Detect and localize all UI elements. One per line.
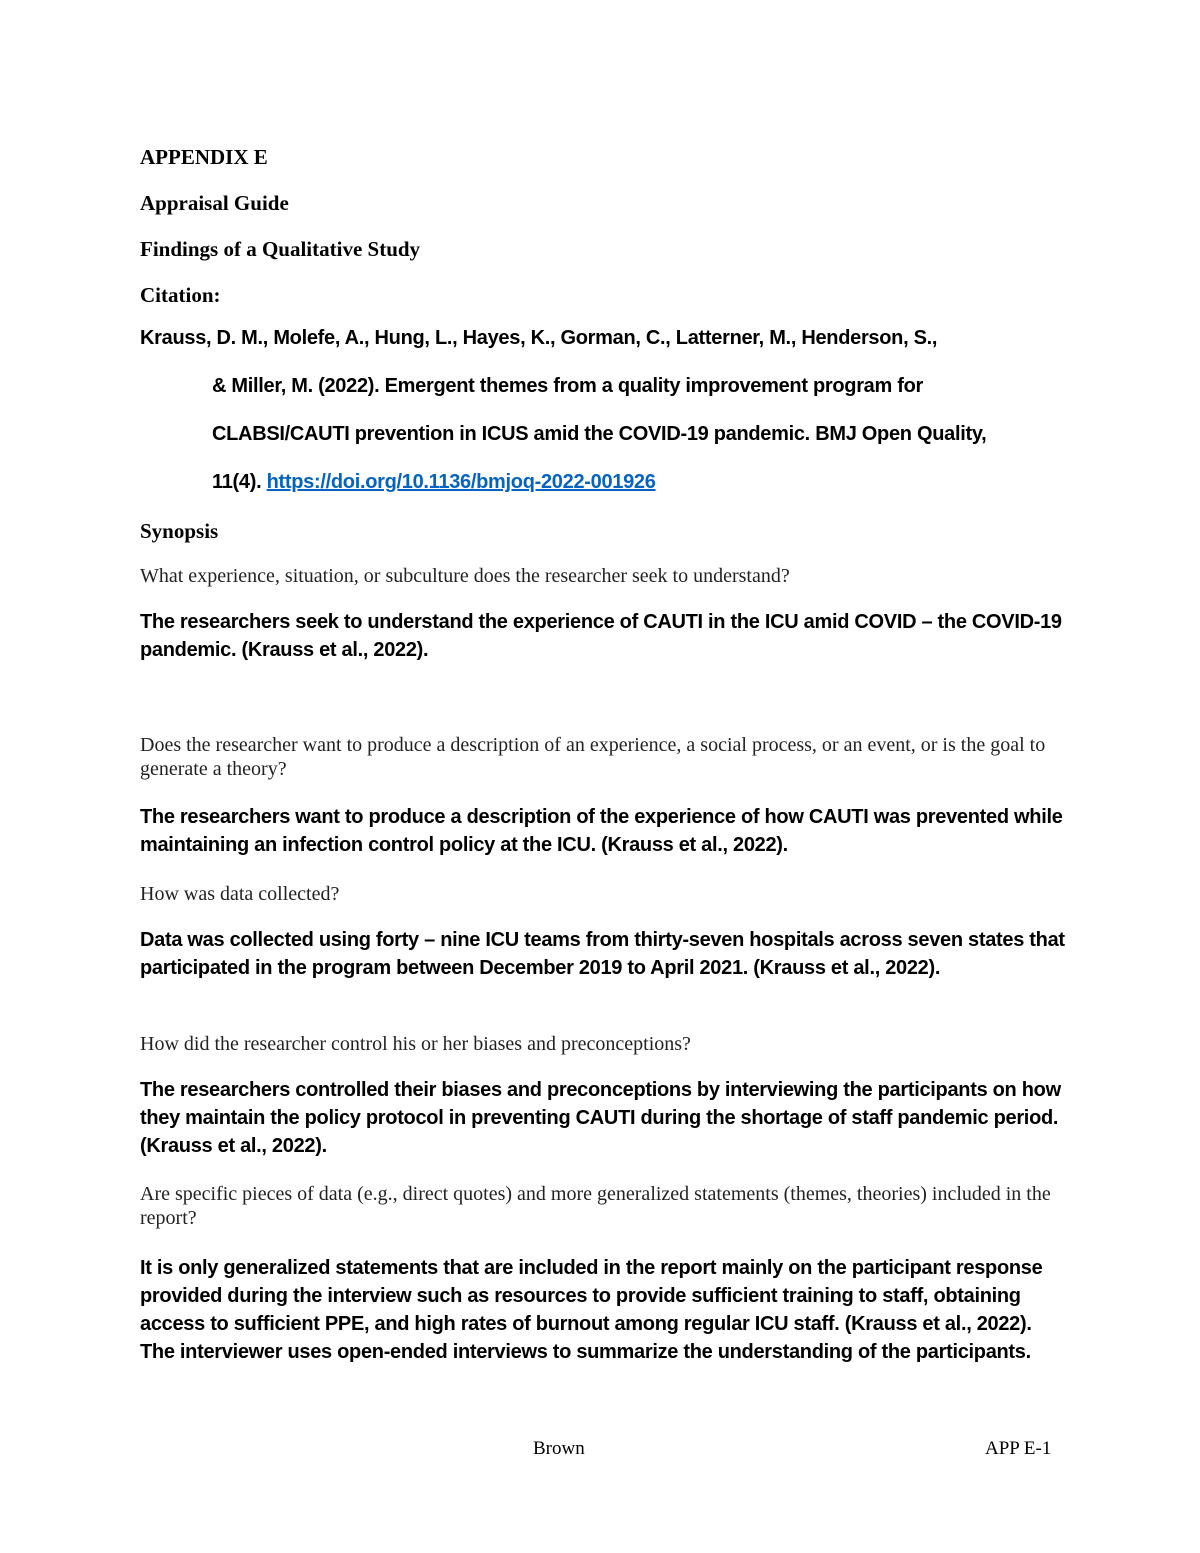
answer-4: The researchers controlled their biases and preconceptions by interviewing the participants on how they maintain the policy protocol in preventing CAUTI during the shortage of staff pandemic period. (Krauss et al., 2022). — [140, 1079, 1061, 1157]
doi-link[interactable]: https://doi.org/10.1136/bmjoq-2022-001926 — [266, 471, 656, 493]
synopsis-heading: Synopsis — [140, 519, 219, 543]
question-2: Does the researcher want to produce a description of an experience, a social process, or an event, or is the goal to generate a theory? — [140, 734, 1046, 780]
answer-5: It is only generalized statements that are included in the report mainly on the participant response provided during the interview such as resources to provide sufficient training to staff, obtaining access to sufficient PPE, and high rates of burnout among regular ICU staff. (Krauss et al., 2022). The interviewer uses open-ended interviews to summarize the understanding of the participants. — [140, 1257, 1043, 1363]
citation-line-2: & Miller, M. (2022). Emergent themes from a quality improvement program for — [212, 375, 924, 397]
question-5: Are specific pieces of data (e.g., direct quotes) and more generalized statements (themes, theories) included in the report? — [140, 1183, 1051, 1229]
citation-line-1: Krauss, D. M., Molefe, A., Hung, L., Hayes, K., Gorman, C., Latterner, M., Henderson, S., — [140, 327, 938, 349]
citation-volume: 11(4). — [212, 471, 267, 493]
guide-title: Appraisal Guide — [140, 191, 289, 215]
citation-line-4 — [212, 471, 656, 494]
study-type-title: Findings of a Qualitative Study — [140, 237, 421, 261]
footer-page-label: APP E-1 — [985, 1438, 1052, 1459]
answer-3: Data was collected using forty – nine ICU teams from thirty-seven hospitals across seven states that participated in the program between December 2019 to April 2021. (Krauss et al., 2022). — [140, 929, 1065, 979]
appendix-title: APPENDIX E — [140, 145, 268, 169]
citation-label: Citation: — [140, 283, 221, 307]
question-1: What experience, situation, or subculture does the researcher seek to understand? — [140, 565, 790, 587]
question-3: How was data collected? — [140, 883, 340, 905]
citation-line-3: CLABSI/CAUTI prevention in ICUS amid the COVID-19 pandemic. BMJ Open Quality, — [212, 423, 987, 445]
answer-1: The researchers seek to understand the experience of CAUTI in the ICU amid COVID – the COVID-19 pandemic. (Krauss et al., 2022). — [140, 611, 1062, 661]
answer-2: The researchers want to produce a description of the experience of how CAUTI was prevented while maintaining an infection control policy at the ICU. (Krauss et al., 2022). — [140, 806, 1063, 856]
footer-author: Brown — [533, 1438, 585, 1459]
question-4: How did the researcher control his or her biases and preconceptions? — [140, 1033, 691, 1055]
